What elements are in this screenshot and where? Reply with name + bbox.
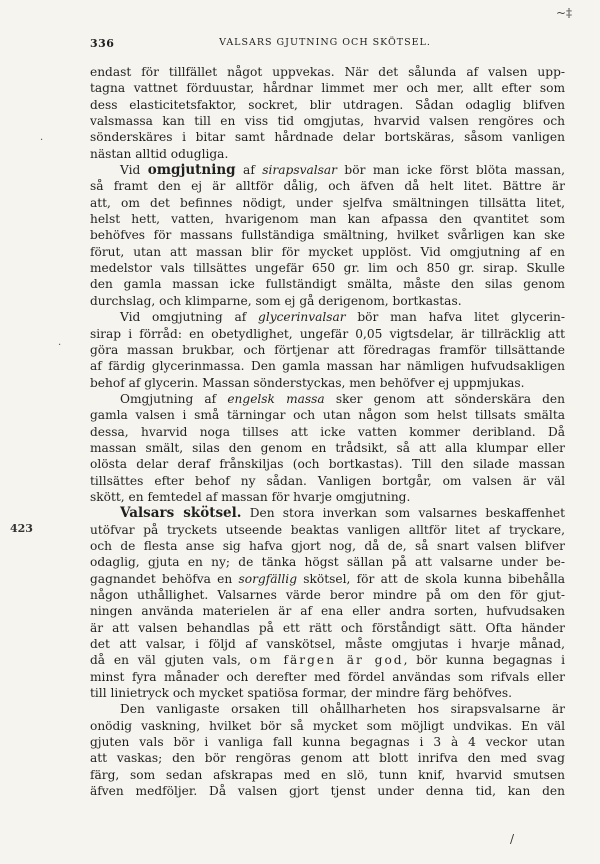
text-line: durchslag, och klimparne, som ej gå derigenom, bortkastas.	[90, 293, 462, 308]
text-line: gamla valsen i små tärningar och utan någon som helst tillsats smälta	[90, 408, 565, 423]
italic-term: engelsk massa	[227, 391, 325, 406]
text-line: onödig vaskning, hvilket bör så mycket som möjligt undvikas. En väl	[90, 718, 565, 733]
text-line: och de flesta anse sig hafva gjort nog, då de, så snart valsen blifver	[90, 538, 565, 553]
italic-term: sirapsvalsar	[262, 163, 337, 178]
text-run: skötsel, för att de skola kunna bibehålla	[297, 571, 565, 586]
text-line: af färdig glycerinmassa. Den gamla massan har nämligen hufvudsakligen	[90, 359, 565, 374]
text-line: dess elasticitetsfaktor, sockret, blir utdragen. Sådan odaglig blifven	[90, 97, 565, 112]
text-line: till linietryck och mycket spatiösa formar, der mindre färg behöfves.	[90, 686, 512, 701]
text-line: nästan alltid odugliga.	[90, 146, 229, 161]
text-run: Vid omgjutning af	[120, 310, 259, 325]
print-speck: ·	[40, 135, 44, 146]
text-line: att vaskas; den bör rengöras genom att blott inrifva den med svag	[90, 751, 565, 766]
text-line: är att valsen behandlas på ett rätt och förståndigt sätt. Ofta händer	[90, 620, 565, 635]
text-run: , bör kunna begagnas i	[403, 653, 565, 668]
text-run: gagnandet behöfva en	[90, 571, 239, 586]
text-run: Den stora inverkan som valsarnes beskaffenhet	[241, 506, 565, 521]
pencil-mark: /	[510, 832, 515, 846]
text-line: skött, en femtedel af massan för hvarje omgjutning.	[90, 489, 411, 504]
text-line: massan smält, silas den genom en trådsikt, så att alla klumpar eller	[90, 440, 565, 455]
italic-term: sorgfällig	[238, 571, 297, 586]
text-line: Den vanligaste orsaken till ohållharheten hos sirapsvalsarne är	[120, 702, 565, 717]
text-line: att, om det befinnes nödigt, under sjelfva smältningen tillsätta litet,	[90, 195, 565, 210]
text-line: någon uthållighet. Valsarnes värde beror mindre på om den för gjut-	[90, 588, 565, 602]
text-line: förut, utan att massan blir för mycket upplöst. Vid omgjutning af en	[90, 244, 565, 259]
text-line	[90, 652, 565, 668]
text-line: ningen använda materielen är af ena eller andra sorten, hufvudsaken	[90, 604, 565, 619]
text-line: odaglig, gjuta en ny; de tänka högst sällan på att valsarne under be-	[90, 555, 565, 570]
page-header	[90, 37, 560, 53]
print-speck: ·	[58, 340, 62, 351]
text-line: tillsättes efter behof ny sådan. Vanligen bortgår, om valsen är väl	[90, 473, 565, 488]
text-line: färg, som sedan afskrapas med en slö, tunn knif, hvarvid smutsen	[90, 767, 565, 782]
margin-section-number: 423	[10, 522, 33, 535]
text-line: den gamla massan icke fullständigt smälta, måste den silas genom	[90, 277, 565, 292]
italic-term: glycerinvalsar	[258, 310, 346, 325]
text-line: medelstor vals tillsättes ungefär 650 gr. lim och 850 gr. sirap. Skulle	[90, 261, 565, 276]
spaced-emphasis: om färgen är god	[249, 653, 404, 668]
text-run: bör man hafva litet glycerin-	[345, 310, 565, 325]
text-line: endast för tillfället något uppvekas. När det sålunda af valsen upp-	[90, 65, 565, 79]
section-heading: omgjutning	[147, 162, 236, 179]
text-run: Vid	[120, 163, 148, 178]
text-line: göra massan brukbar, och förtjenar att föredragas framför tillsättande	[90, 342, 565, 357]
text-line: minst fyra månader och derefter med fördel användas som rifvals eller	[90, 669, 565, 684]
text-line: sönderskäres i bitar samt hårdnade delar bortskäras, såsom vanligen	[90, 130, 565, 145]
page-number: 336	[90, 37, 115, 50]
text-line	[90, 162, 565, 178]
text-run: Omgjutning af	[120, 391, 228, 406]
text-line: utöfvar på tryckets utseende beaktas vanligen alltför litet af tryckare,	[90, 522, 565, 537]
text-line: äfven medföljer. Då valsen gjort tjenst under denna tid, kan den	[90, 784, 565, 799]
text-line	[90, 391, 565, 407]
text-line: det att valsar, i följd af vanskötsel, måste omgjutas i hvarje månad,	[90, 637, 565, 652]
section-heading: Valsars skötsel.	[120, 505, 242, 522]
text-line	[90, 309, 565, 325]
text-run: bör man icke först blöta massan,	[336, 163, 565, 178]
text-line: helst hett, vatten, hvarigenom man kan afpassa den qvantitet som	[90, 212, 565, 227]
text-line: dessa, hvarvid noga tillses att icke vatten kommer deribland. Då	[90, 424, 565, 439]
text-line: valsmassa kan till en viss tid omgjutas, hvarvid valsen rengöres och	[90, 114, 565, 129]
text-line: så framt den ej är alltför dålig, och äfven då helt litet. Bättre är	[90, 179, 565, 194]
text-run: sker genom att sönderskära den	[324, 391, 565, 406]
text-line: behöfves för massans fullständiga smältning, hvilket svårligen kan ske	[90, 228, 565, 243]
corner-mark: ~‡	[555, 6, 572, 20]
text-line: olösta delar deraf frånskiljas (och bortkastas). Till den silade massan	[90, 457, 565, 472]
body-text	[90, 64, 565, 799]
running-title: VALSARS GJUTNING OCH SKÖTSEL.	[219, 37, 431, 48]
text-line: behof af glycerin. Massan sönderstyckas, men behöfver ej uppmjukas.	[90, 375, 525, 390]
text-run: af	[235, 163, 263, 178]
text-line: sirap i förråd: en obetydlighet, ungefär 0,05 vigtsdelar, är tillräcklig att	[90, 326, 565, 341]
text-line	[90, 571, 565, 587]
text-line: gjuten vals bör i vanliga fall kunna begagnas i 3 à 4 veckor utan	[90, 735, 565, 750]
text-run: då en väl gjuten vals,	[90, 653, 250, 668]
text-line: tagna vattnet förduustar, hårdnar limmet mer och mer, allt efter som	[90, 81, 565, 96]
text-line	[90, 505, 565, 521]
